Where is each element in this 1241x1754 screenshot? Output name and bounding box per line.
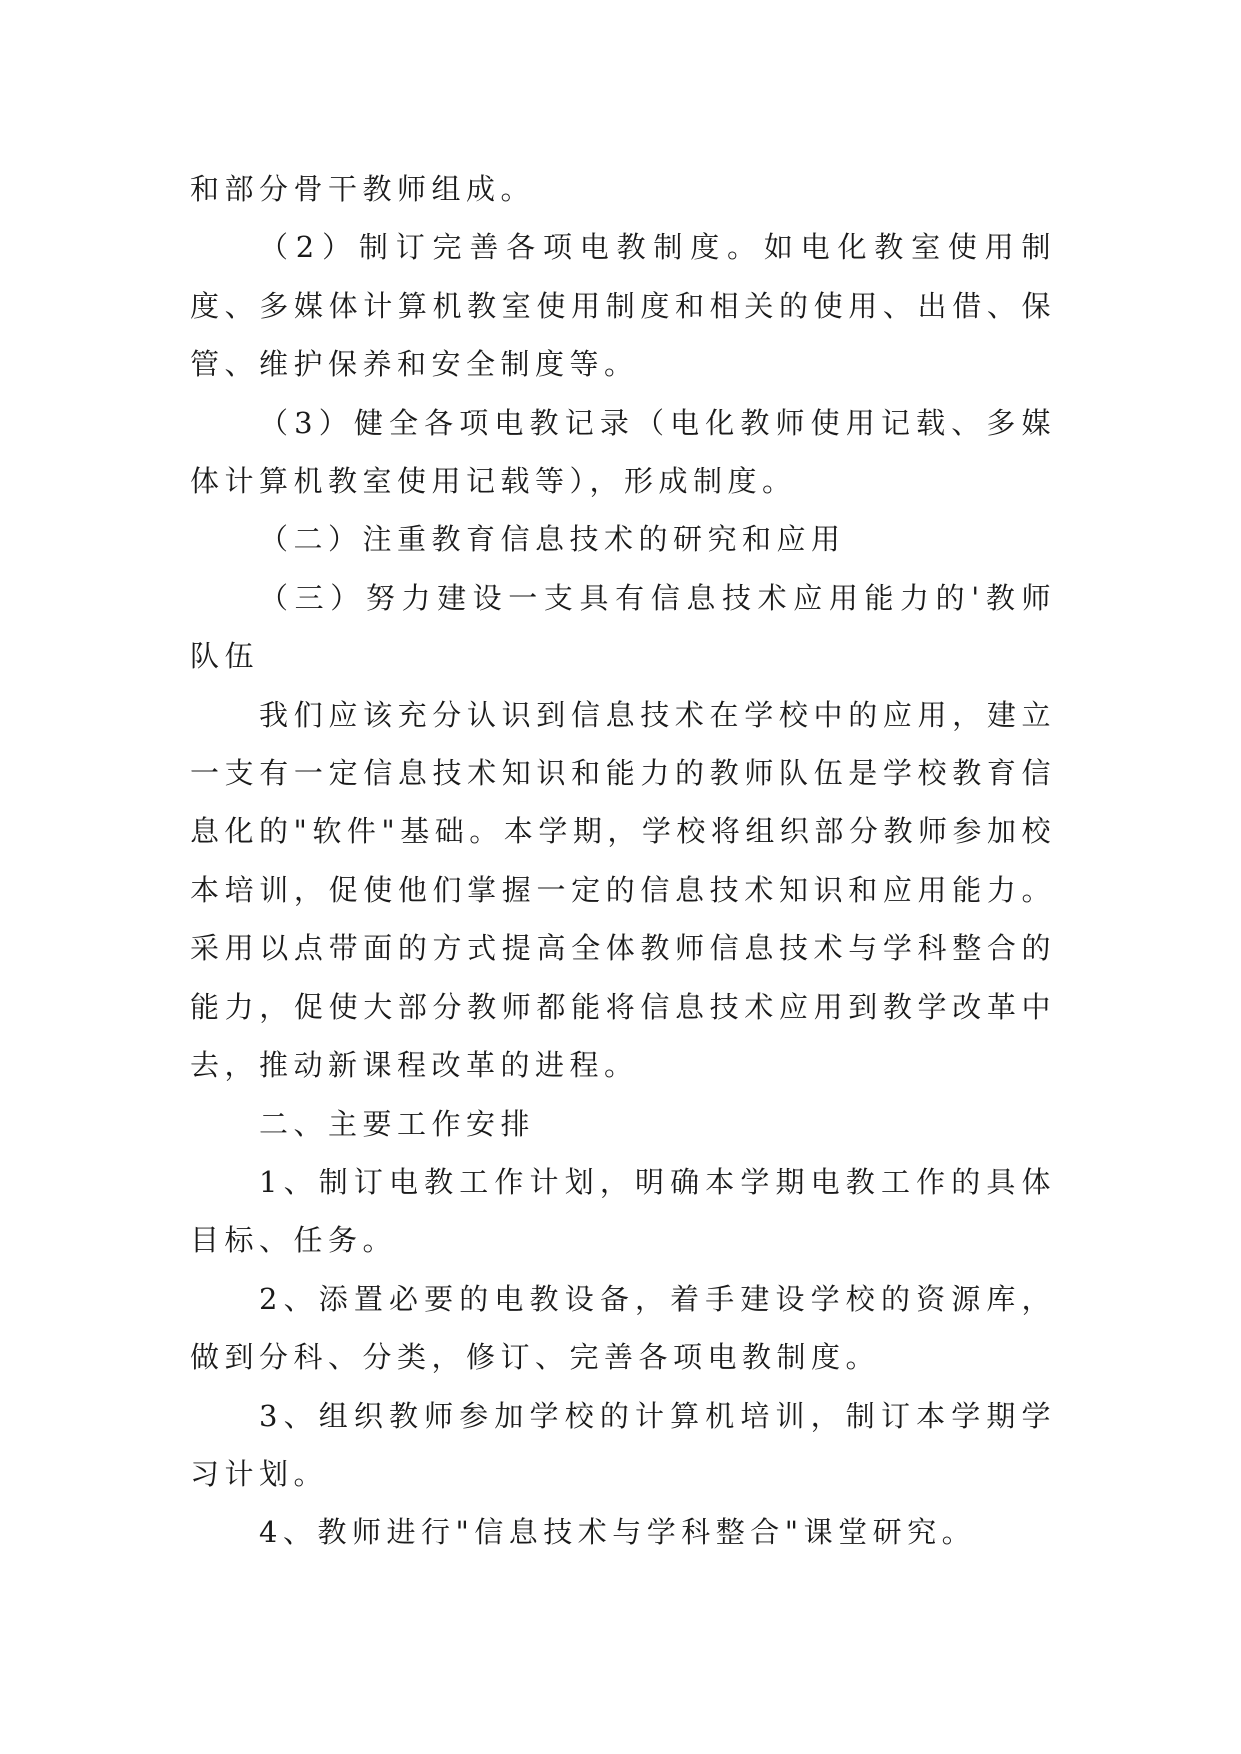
section-heading-3: （三）努力建设一支具有信息技术应用能力的'教师队伍 [190,580,1056,674]
work-item-3: 3、组织教师参加学校的计算机培训，制订本学期学习计划。 [190,1398,1056,1491]
section-heading-work-plan: 二、主要工作安排 [259,1106,536,1141]
section-heading-2: （二）注重教育信息技术的研究和应用 [259,522,846,557]
paragraph-continuation: 和部分骨干教师组成。 [190,172,536,206]
work-item-1: 1、制订电教工作计划，明确本学期电教工作的具体目标、任务。 [190,1164,1056,1258]
work-item-2: 2、添置必要的电教设备，着手建设学校的资源库，做到分科、分类，修订、完善各项电教制度。 [190,1281,1056,1375]
document-body [190,160,1056,1562]
paragraph-item-3: （3）健全各项电教记录（电化教师使用记载、多媒体计算机教室使用记载等），形成制度。 [190,405,1056,499]
paragraph-teacher-team: 我们应该充分认识到信息技术在学校中的应用，建立一支有一定信息技术知识和能力的教师队伍是学校教育信息化的"软件"基础。本学期，学校将组织部分教师参加校本培训，促使他们掌握一定的信息技术知识和应用能力。采用以点带面的方式提高全体教师信息技术与学科整合的能力，促使大部分教师都能将信息技术应用到教学改革中去，推动新课程改革的进程。 [190,697,1056,1083]
paragraph-item-2: （2）制订完善各项电教制度。如电化教室使用制度、多媒体计算机教室使用制度和相关的使用、出借、保管、维护保养和安全制度等。 [190,230,1056,382]
work-item-4: 4、教师进行"信息技术与学科整合"课堂研究。 [259,1515,977,1550]
